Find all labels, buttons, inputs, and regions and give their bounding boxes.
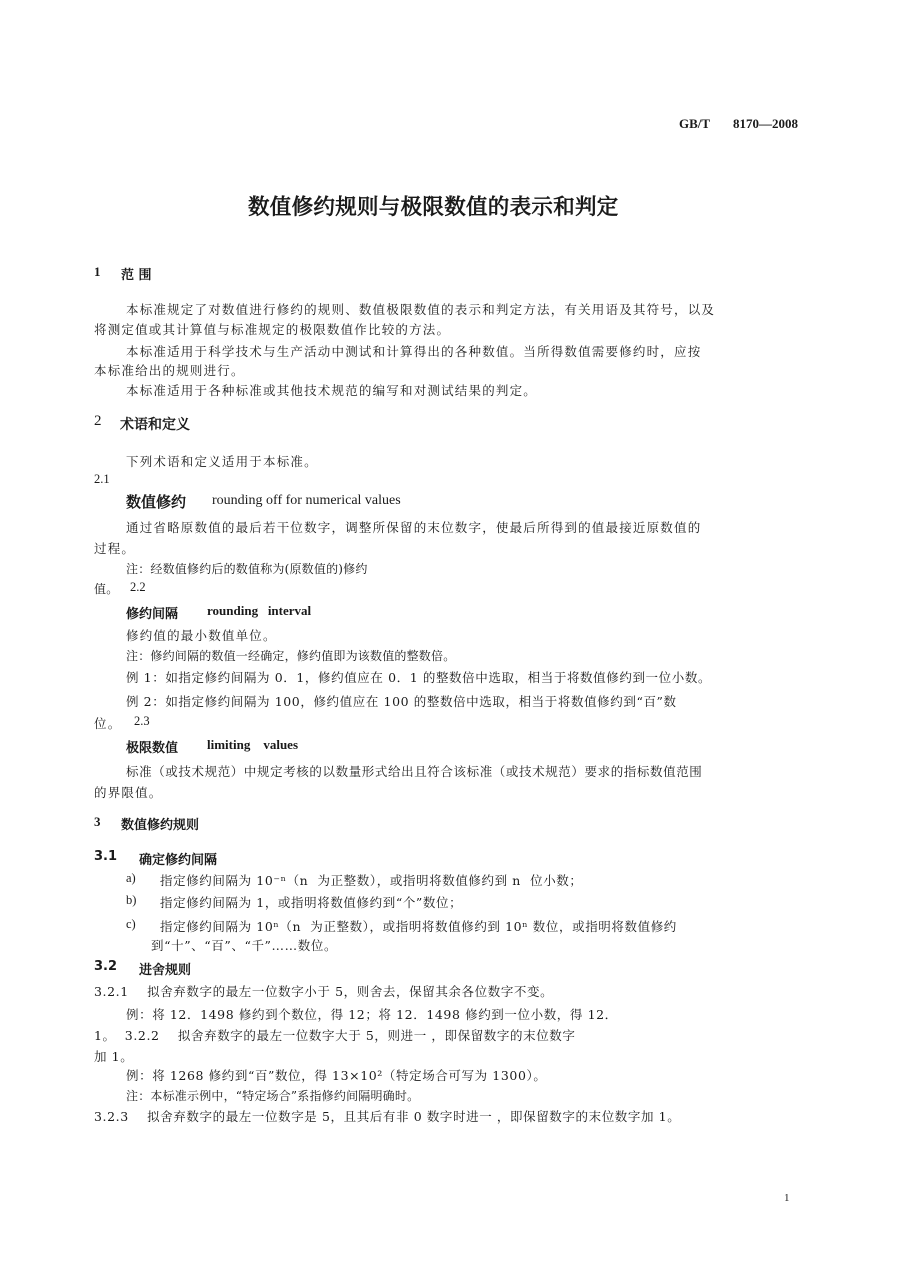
subsection-3-1-number: 3.1	[94, 849, 118, 864]
section-1-paragraph: 本标准给出的规则进行。	[94, 363, 245, 378]
rule-3-2-2: 加 1。	[94, 1049, 134, 1064]
term-2-1-note: 注：经数值修约后的数值称为(原数值的)修约	[126, 562, 368, 576]
section-2-heading: 术语和定义	[120, 417, 190, 433]
term-2-2-number: 2.2	[130, 580, 146, 594]
standard-number: 8170—2008	[733, 116, 798, 131]
rule-3-2-2-note: 注：本标准示例中，“特定场合”系指修约间隔明确时。	[126, 1089, 420, 1103]
list-item-c: 到“十”、“百”、“千”……数位。	[151, 938, 338, 953]
list-item-b: 指定修约间隔为 1，或指明将数值修约到“个”数位；	[160, 895, 463, 910]
list-item-a-label: a)	[126, 871, 136, 885]
term-2-2-chinese: 修约间隔	[126, 607, 179, 622]
term-2-1-note: 值。	[94, 582, 119, 596]
rule-3-2-3: 3.2.3 拟舍弃数字的最左一位数字是 5，且其后有非 0 数字时进一 ，即保留数字的末位数字加 1。	[94, 1109, 681, 1124]
section-2-intro: 下列术语和定义适用于本标准。	[126, 454, 318, 469]
section-2-number: 2	[94, 413, 102, 429]
term-2-2-example: 位。	[94, 716, 122, 731]
subsection-3-2-heading: 进舍规则	[139, 963, 192, 978]
list-item-b-label: b)	[126, 893, 137, 907]
document-title: 数值修约规则与极限数值的表示和判定	[248, 195, 619, 220]
term-2-2-note: 注：修约间隔的数值一经确定，修约值即为该数值的整数倍。	[126, 649, 456, 663]
term-2-1-number: 2.1	[94, 472, 110, 486]
subsection-3-1-heading: 确定修约间隔	[139, 853, 218, 868]
section-3-heading: 数值修约规则	[121, 818, 200, 833]
term-2-3-definition: 的界限值。	[94, 785, 163, 800]
rule-3-2-2: 1。 3.2.2 拟舍弃数字的最左一位数字大于 5，则进一 ，即保留数字的末位数字	[94, 1028, 576, 1043]
term-2-3-number: 2.3	[134, 714, 150, 728]
list-item-a: 指定修约间隔为 10⁻ⁿ（n 为正整数），或指明将数值修约到 n 位小数；	[160, 873, 583, 888]
section-1-paragraph: 本标准适用于各种标准或其他技术规范的编写和对测试结果的判定。	[126, 383, 538, 398]
term-2-2-definition: 修约值的最小数值单位。	[126, 628, 277, 643]
section-1-paragraph: 将测定值或其计算值与标准规定的极限数值作比较的方法。	[94, 322, 451, 337]
section-3-number: 3	[94, 814, 101, 829]
rule-3-2-2-example: 例：将 1268 修约到“百”数位，得 13×10²（特定场合可写为 1300）。	[126, 1068, 547, 1083]
term-2-3-definition: 标准（或技术规范）中规定考核的以数量形式给出且符合该标准（或技术规范）要求的指标数值范围	[126, 764, 703, 779]
term-2-1-chinese: 数值修约	[126, 493, 187, 511]
list-item-c: 指定修约间隔为 10ⁿ（n 为正整数），或指明将数值修约到 10ⁿ 数位，或指明将数值修约	[160, 919, 677, 934]
term-2-3-english: limiting values	[207, 737, 299, 752]
section-1-number: 1	[94, 264, 101, 279]
section-1-heading: 范 围	[121, 268, 152, 283]
term-2-2-example: 例 2：如指定修约间隔为 100，修约值应在 100 的整数倍中选取，相当于将数值修约到“百”数	[126, 694, 677, 709]
section-1-paragraph: 本标准适用于科学技术与生产活动中测试和计算得出的各种数值。当所得数值需要修约时，应按	[126, 344, 702, 359]
term-2-1-english: rounding off for numerical values	[212, 493, 401, 508]
rule-3-2-1: 3.2.1 拟舍弃数字的最左一位数字小于 5，则舍去，保留其余各位数字不变。	[94, 984, 554, 999]
list-item-c-label: c)	[126, 917, 136, 931]
rule-3-2-1-example: 例：将 12．1498 修约到个数位，得 12；将 12．1498 修约到一位小数，得 12．	[126, 1007, 618, 1022]
subsection-3-2-number: 3.2	[94, 959, 118, 974]
term-2-3-chinese: 极限数值	[126, 741, 179, 756]
term-2-1-definition: 通过省略原数值的最后若干位数字，调整所保留的末位数字，使最后所得到的值最接近原数值的	[126, 520, 702, 535]
term-2-2-example: 例 1：如指定修约间隔为 0．1，修约值应在 0．1 的整数倍中选取，相当于将数值修约到一位小数。	[126, 670, 712, 685]
term-2-1-definition: 过程。	[94, 541, 136, 556]
standard-code: GB/T	[679, 116, 711, 131]
page-number: 1	[784, 1192, 790, 1204]
section-1-paragraph: 本标准规定了对数值进行修约的规则、数值极限数值的表示和判定方法，有关用语及其符号，以及	[126, 302, 716, 317]
term-2-2-english: rounding interval	[207, 603, 312, 618]
